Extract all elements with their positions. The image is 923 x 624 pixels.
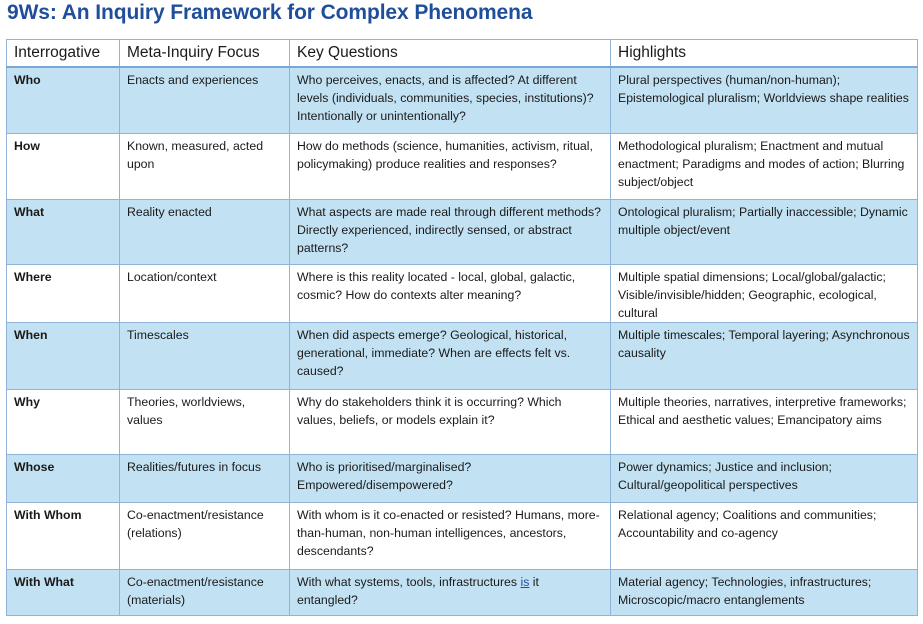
table-row <box>7 454 918 502</box>
row-questions: With whom is it co-enacted or resisted? Humans, more-than-human, non-human intelligences, ancestors, descendants? <box>290 502 611 569</box>
row-interrogative: Who <box>7 67 120 133</box>
page-title: 9Ws: An Inquiry Framework for Complex Phenomena <box>7 1 533 24</box>
row-focus: Timescales <box>120 322 290 389</box>
row-questions: Who is prioritised/marginalised? Empowered/disempowered? <box>290 454 611 502</box>
underlined-word: is <box>520 574 530 589</box>
row-focus: Co-enactment/resistance (relations) <box>120 502 290 569</box>
row-highlights: Multiple spatial dimensions; Local/global/galactic; Visible/invisible/hidden; Geographic, ecological, cultural <box>611 264 918 322</box>
row-questions: Who perceives, enacts, and is affected? At different levels (individuals, communities, species, institutions)? Intentionally or unintentionally? <box>290 67 611 133</box>
row-highlights: Methodological pluralism; Enactment and mutual enactment; Paradigms and modes of action; Blurring subject/object <box>611 133 918 199</box>
table-header-row <box>7 40 918 68</box>
row-questions: Why do stakeholders think it is occurring? Which values, beliefs, or models explain it? <box>290 389 611 454</box>
column-header-interrogative: Interrogative <box>7 40 120 68</box>
table-row <box>7 264 918 322</box>
row-highlights: Material agency; Technologies, infrastructures; Microscopic/macro entanglements <box>611 569 918 615</box>
row-focus: Enacts and experiences <box>120 67 290 133</box>
table-row <box>7 502 918 569</box>
row-highlights: Multiple theories, narratives, interpretive frameworks; Ethical and aesthetic values; Emancipatory aims <box>611 389 918 454</box>
table-row <box>7 569 918 615</box>
row-highlights: Power dynamics; Justice and inclusion; Cultural/geopolitical perspectives <box>611 454 918 502</box>
row-questions: How do methods (science, humanities, activism, ritual, policymaking) produce realities and responses? <box>290 133 611 199</box>
row-interrogative: Whose <box>7 454 120 502</box>
row-focus: Known, measured, acted upon <box>120 133 290 199</box>
row-questions: When did aspects emerge? Geological, historical, generational, immediate? When are effects felt vs. caused? <box>290 322 611 389</box>
table-row <box>7 67 918 133</box>
row-interrogative: With What <box>7 569 120 615</box>
row-focus: Realities/futures in focus <box>120 454 290 502</box>
column-header-questions: Key Questions <box>290 40 611 68</box>
row-interrogative: Where <box>7 264 120 322</box>
questions-text-end: it entangled? <box>297 574 539 607</box>
table-row <box>7 133 918 199</box>
row-highlights: Ontological pluralism; Partially inaccessible; Dynamic multiple object/event <box>611 199 918 264</box>
row-questions: What aspects are made real through different methods? Directly experienced, indirectly sensed, or abstract patterns? <box>290 199 611 264</box>
questions-text-start: With what systems, tools, infrastructures <box>297 574 521 589</box>
column-header-highlights: Highlights <box>611 40 918 68</box>
table-row <box>7 322 918 389</box>
row-focus: Location/context <box>120 264 290 322</box>
table-row <box>7 199 918 264</box>
row-questions <box>290 569 611 615</box>
row-questions: Where is this reality located - local, global, galactic, cosmic? How do contexts alter meaning? <box>290 264 611 322</box>
row-highlights: Multiple timescales; Temporal layering; Asynchronous causality <box>611 322 918 389</box>
row-interrogative: Why <box>7 389 120 454</box>
row-focus: Theories, worldviews, values <box>120 389 290 454</box>
row-highlights: Relational agency; Coalitions and communities; Accountability and co-agency <box>611 502 918 569</box>
row-interrogative: When <box>7 322 120 389</box>
column-header-focus: Meta-Inquiry Focus <box>120 40 290 68</box>
row-interrogative: With Whom <box>7 502 120 569</box>
row-interrogative: What <box>7 199 120 264</box>
table-row <box>7 389 918 454</box>
row-focus: Co-enactment/resistance (materials) <box>120 569 290 615</box>
row-highlights: Plural perspectives (human/non-human); Epistemological pluralism; Worldviews shape realities <box>611 67 918 133</box>
row-focus: Reality enacted <box>120 199 290 264</box>
framework-table <box>6 39 918 616</box>
row-interrogative: How <box>7 133 120 199</box>
